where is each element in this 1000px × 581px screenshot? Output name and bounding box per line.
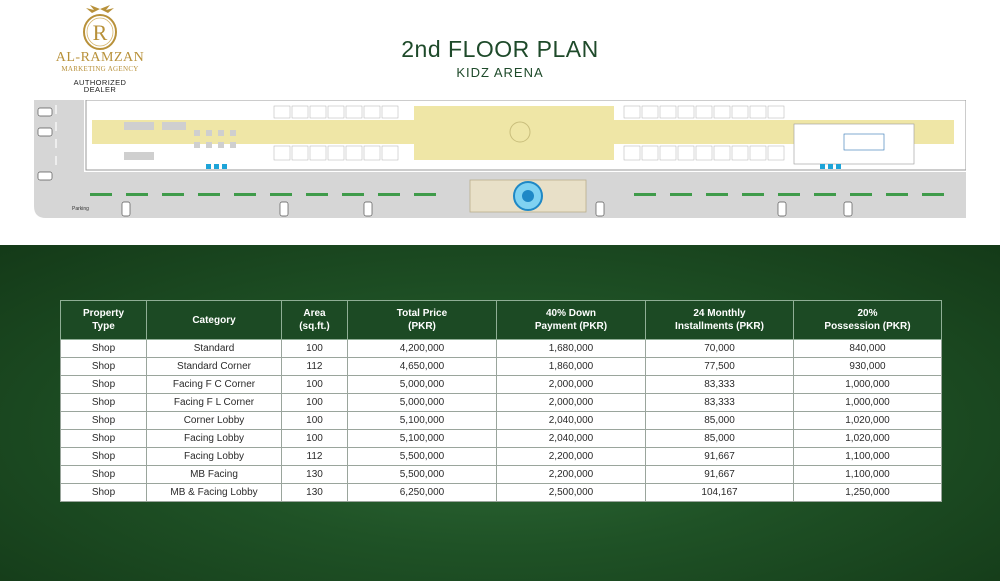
cell-total-price: 5,500,000 [348, 448, 497, 466]
column-header-line: (sq.ft.) [299, 321, 330, 332]
cell-monthly-installments: 85,000 [646, 412, 794, 430]
cell-area: 112 [282, 358, 348, 376]
column-header-line: Category [192, 314, 236, 326]
cell-monthly-installments: 104,167 [646, 484, 794, 502]
cell-area: 130 [282, 484, 348, 502]
table-row [61, 466, 942, 484]
table-header [61, 301, 942, 340]
cell-category: Standard Corner [147, 358, 282, 376]
column-header-line: 24 Monthly [693, 308, 746, 319]
column-header-line: Property [82, 308, 125, 319]
cell-down-payment: 2,040,000 [497, 412, 646, 430]
cell-property-type: Shop [61, 466, 147, 484]
cell-possession: 1,020,000 [794, 430, 942, 448]
cell-total-price: 4,650,000 [348, 358, 497, 376]
emblem-icon [76, 4, 124, 52]
column-header-line: Possession (PKR) [824, 321, 911, 332]
payment-plan-table [60, 300, 942, 502]
badge-line-2: DEALER [83, 85, 117, 94]
cell-property-type: Shop [61, 448, 147, 466]
brand-name: AL-RAMZAN [55, 50, 145, 65]
cell-down-payment: 2,040,000 [497, 430, 646, 448]
cell-property-type: Shop [61, 394, 147, 412]
cell-monthly-installments: 70,000 [646, 340, 794, 358]
cell-property-type: Shop [61, 358, 147, 376]
cell-monthly-installments: 91,667 [646, 466, 794, 484]
column-header-monthly-installments [646, 301, 794, 340]
cell-area: 130 [282, 466, 348, 484]
cell-monthly-installments: 85,000 [646, 430, 794, 448]
column-header-total-price [348, 301, 497, 340]
cell-category: MB & Facing Lobby [147, 484, 282, 502]
cell-down-payment: 2,500,000 [497, 484, 646, 502]
cell-possession: 1,000,000 [794, 394, 942, 412]
cell-property-type: Shop [61, 484, 147, 502]
authorized-dealer-badge [50, 79, 150, 93]
cell-down-payment: 1,860,000 [497, 358, 646, 376]
title-block [300, 36, 700, 80]
column-header-category [147, 301, 282, 340]
cell-down-payment: 2,200,000 [497, 466, 646, 484]
cell-area: 100 [282, 430, 348, 448]
cell-possession: 1,250,000 [794, 484, 942, 502]
cell-area: 112 [282, 448, 348, 466]
cell-down-payment: 1,680,000 [497, 340, 646, 358]
column-header-down-payment [497, 301, 646, 340]
cell-category: Facing Lobby [147, 448, 282, 466]
cell-down-payment: 2,200,000 [497, 448, 646, 466]
cell-monthly-installments: 83,333 [646, 394, 794, 412]
svg-text:R: R [92, 20, 108, 45]
column-header-line: Area [303, 308, 326, 319]
column-header-line: Payment (PKR) [534, 321, 608, 332]
parking-label: Parking [72, 206, 89, 212]
cell-possession: 930,000 [794, 358, 942, 376]
cell-category: Corner Lobby [147, 412, 282, 430]
table-row [61, 340, 942, 358]
cell-possession: 1,020,000 [794, 412, 942, 430]
column-header-line: 20% [857, 308, 878, 319]
table-row [61, 412, 942, 430]
cell-category: Facing F L Corner [147, 394, 282, 412]
cell-monthly-installments: 83,333 [646, 376, 794, 394]
cell-property-type: Shop [61, 340, 147, 358]
cell-possession: 1,100,000 [794, 448, 942, 466]
cell-monthly-installments: 91,667 [646, 448, 794, 466]
cell-possession: 1,100,000 [794, 466, 942, 484]
table-body [61, 340, 942, 502]
cell-monthly-installments: 77,500 [646, 358, 794, 376]
column-header-line: Type [92, 321, 115, 332]
cell-total-price: 5,100,000 [348, 430, 497, 448]
table-row [61, 358, 942, 376]
table-row [61, 484, 942, 502]
cell-total-price: 5,500,000 [348, 466, 497, 484]
column-header-line: Total Price [396, 308, 448, 319]
column-header-property-type [61, 301, 147, 340]
cell-area: 100 [282, 376, 348, 394]
cell-area: 100 [282, 412, 348, 430]
cell-down-payment: 2,000,000 [497, 394, 646, 412]
cell-area: 100 [282, 394, 348, 412]
header-row [61, 301, 942, 340]
table-row [61, 394, 942, 412]
cell-total-price: 5,000,000 [348, 376, 497, 394]
column-header-line: Installments (PKR) [675, 321, 764, 332]
badge-line-1: AUTHORIZED [73, 78, 127, 87]
column-header-area [282, 301, 348, 340]
company-logo [50, 4, 150, 93]
column-header-line: 40% Down [545, 308, 596, 319]
cell-possession: 1,000,000 [794, 376, 942, 394]
table-row [61, 376, 942, 394]
column-header-possession [794, 301, 942, 340]
cell-category: Standard [147, 340, 282, 358]
table-row [61, 430, 942, 448]
table-row [61, 448, 942, 466]
cell-property-type: Shop [61, 430, 147, 448]
cell-category: Facing Lobby [147, 430, 282, 448]
page-title: 2nd FLOOR PLAN [401, 36, 599, 62]
cell-category: Facing F C Corner [147, 376, 282, 394]
floor-plan-drawing [34, 100, 966, 218]
brand-tagline: MARKETING AGENCY [61, 65, 139, 73]
cell-total-price: 4,200,000 [348, 340, 497, 358]
cell-category: MB Facing [147, 466, 282, 484]
cell-total-price: 6,250,000 [348, 484, 497, 502]
cell-total-price: 5,000,000 [348, 394, 497, 412]
cell-property-type: Shop [61, 376, 147, 394]
cell-property-type: Shop [61, 412, 147, 430]
cell-area: 100 [282, 340, 348, 358]
cell-possession: 840,000 [794, 340, 942, 358]
cell-total-price: 5,100,000 [348, 412, 497, 430]
cell-down-payment: 2,000,000 [497, 376, 646, 394]
column-header-line: (PKR) [408, 321, 436, 332]
header-section [0, 0, 1000, 245]
page-subtitle: KIDZ ARENA [456, 65, 544, 80]
